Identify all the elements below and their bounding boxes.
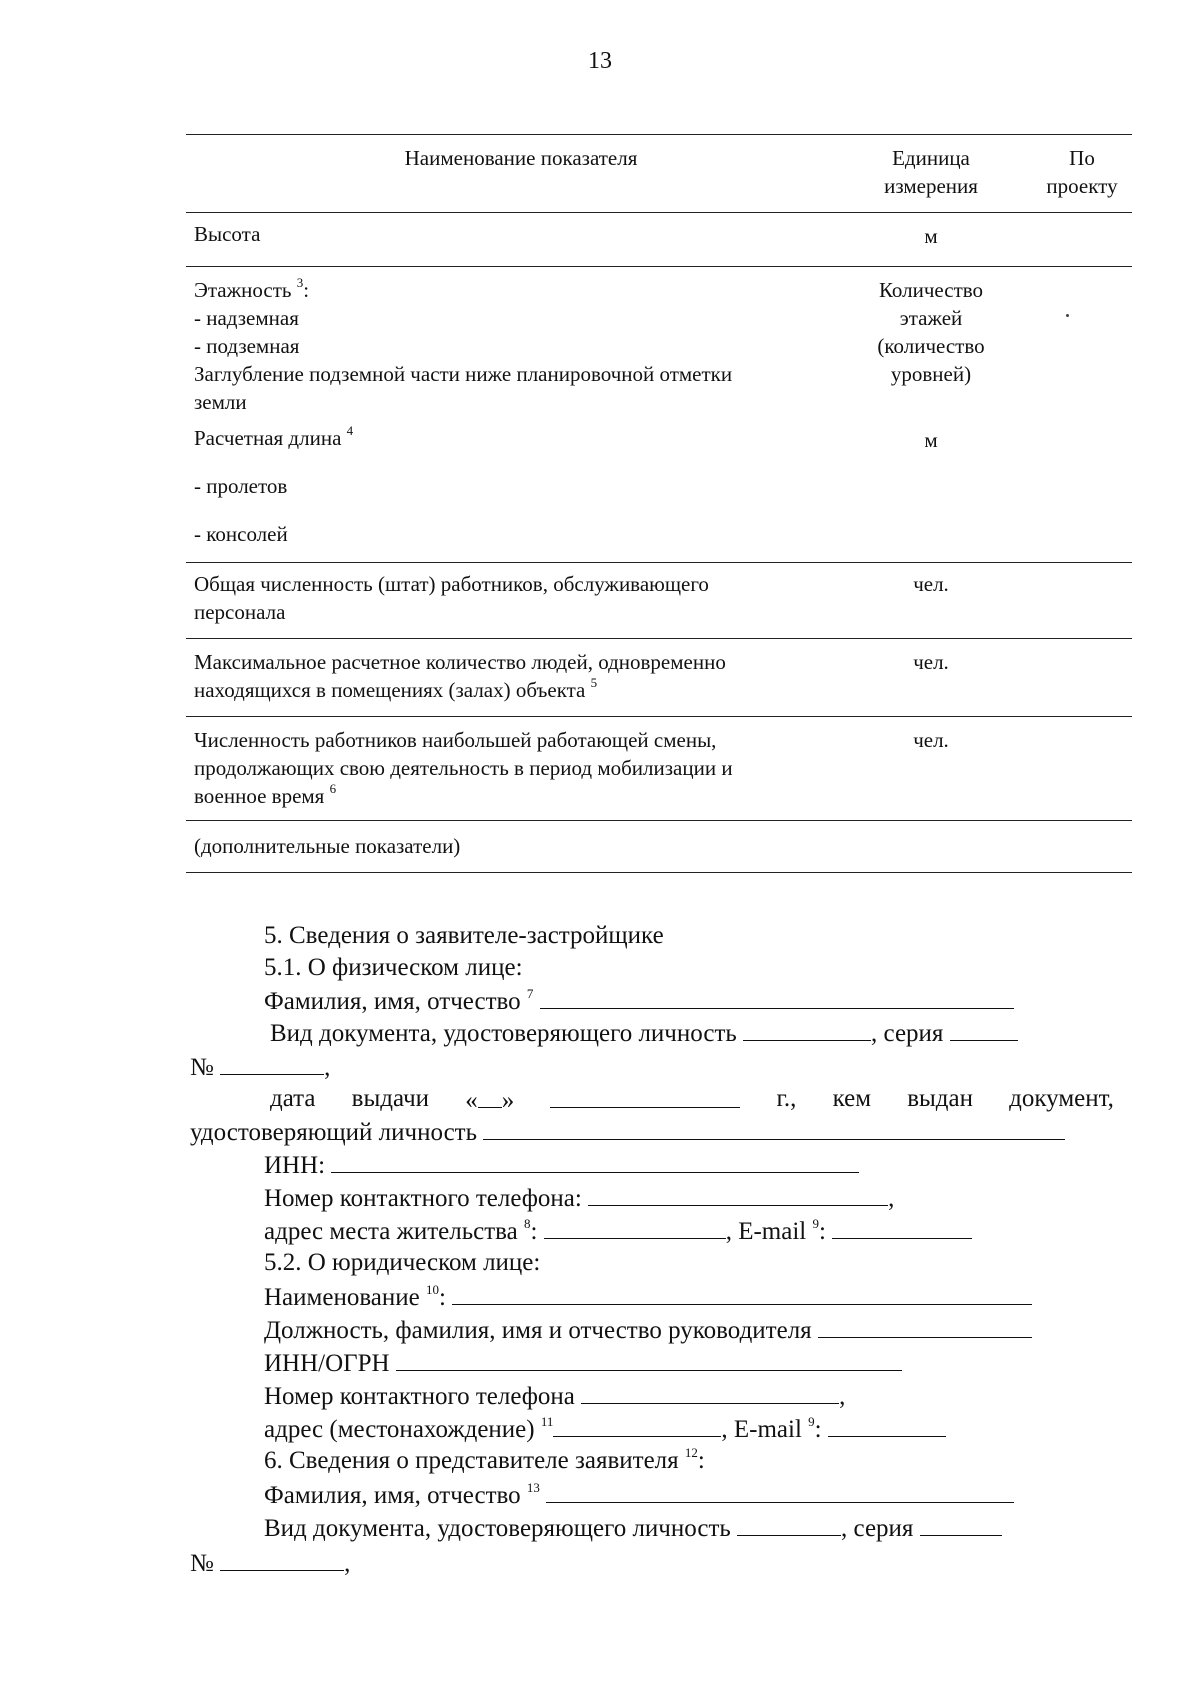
row-rule	[186, 266, 1132, 267]
date-day-field[interactable]	[478, 1083, 502, 1108]
row-rule	[186, 716, 1132, 717]
footnote-ref: 4	[346, 423, 354, 438]
row-additional: (дополнительные показатели)	[194, 834, 461, 858]
doc2-type-field[interactable]	[737, 1511, 841, 1536]
date-month-field[interactable]	[550, 1083, 740, 1108]
row-floors-lines: - надземная - подземная Заглубление подземной части ниже планировочной отметки земли	[194, 306, 733, 414]
doc-line: Вид документа, удостоверяющего личность , серия	[270, 1016, 1018, 1050]
section-6-title: 6. Сведения о представителе заявителя $^{12}$:	[264, 1444, 705, 1474]
row-rule	[186, 820, 1132, 821]
doc-series-field[interactable]	[950, 1016, 1018, 1041]
footnote-ref: 6	[329, 781, 337, 796]
section-5-1-title: 5.1. О физическом лице:	[264, 954, 523, 981]
phone2-field[interactable]	[581, 1379, 839, 1404]
head-line: Должность, фамилия, имя и отчество руководителя	[264, 1313, 1032, 1347]
head-field[interactable]	[818, 1313, 1032, 1338]
header-unit: Единица измерения	[884, 146, 978, 198]
table-top-rule	[186, 134, 1132, 135]
table-bottom-rule	[186, 872, 1132, 873]
fio-field[interactable]	[540, 984, 1014, 1009]
row-length-spans: - пролетов	[194, 474, 288, 498]
issuer-field[interactable]	[483, 1115, 1065, 1140]
location-line: адрес (местонахождение) $^{11}$ , E-mail $^9$:	[264, 1412, 946, 1446]
phone-line: Номер контактного телефона: ,	[264, 1181, 894, 1215]
inn-field[interactable]	[331, 1148, 859, 1173]
row-floors-unit: Количество этажей (количество уровней)	[877, 278, 985, 386]
header-rule	[186, 212, 1132, 213]
row-maxpeople-line2: находящихся в помещениях (залах) объекта $^5$	[194, 675, 598, 702]
location-field[interactable]	[553, 1412, 721, 1437]
header-name: Наименование показателя	[404, 146, 638, 170]
email2-field[interactable]	[828, 1412, 946, 1437]
row-height-name: Высота	[194, 222, 261, 246]
row-floors-title: Этажность $^3$:	[194, 275, 310, 302]
footnote-ref: 3	[296, 275, 304, 290]
phone2-line: Номер контактного телефона ,	[264, 1379, 845, 1413]
row-maxpeople-unit: чел.	[913, 650, 949, 674]
fio-line: Фамилия, имя, отчество $^7$	[264, 984, 1014, 1018]
doc2-number-line: № ,	[190, 1546, 350, 1580]
row-shift-last: военное время $^6$	[194, 781, 337, 808]
footnote-ref: 5	[590, 675, 598, 690]
section-5-title: 5. Сведения о заявителе-застройщике	[264, 922, 664, 949]
row-length-consoles: - консолей	[194, 522, 288, 546]
doc-number-field[interactable]	[220, 1050, 324, 1075]
doc2-series-field[interactable]	[920, 1511, 1002, 1536]
row-staff-name: Общая численность (штат) работников, обслуживающего персонала	[194, 572, 709, 624]
doc2-number-field[interactable]	[220, 1546, 344, 1571]
header-project: По проекту	[1046, 146, 1118, 198]
doc-number-line: № ,	[190, 1050, 330, 1084]
inn-line: ИНН:	[264, 1148, 859, 1182]
date-line: дата выдачи « » г., кем выдан документ,	[270, 1085, 1114, 1114]
section-5-2-title: 5.2. О юридическом лице:	[264, 1249, 541, 1276]
row-maxpeople-line1: Максимальное расчетное количество людей, одновременно	[194, 650, 726, 674]
row-height-unit: м	[924, 224, 938, 248]
issuer-line: удостоверяющий личность	[190, 1115, 1065, 1149]
row-rule	[186, 562, 1132, 563]
stray-dot	[1066, 314, 1069, 317]
address-field[interactable]	[544, 1214, 726, 1239]
address-line: адрес места жительства $^8$: , E-mail $^9$:	[264, 1214, 972, 1248]
doc-type-field[interactable]	[743, 1016, 871, 1041]
inn-ogrn-field[interactable]	[396, 1346, 902, 1371]
fio2-line: Фамилия, имя, отчество $^{13}$	[264, 1478, 1014, 1512]
email-field[interactable]	[832, 1214, 972, 1239]
row-shift-lines: Численность работников наибольшей работающей смены, продолжающих свою деятельность в период мобилизации и	[194, 728, 733, 780]
row-rule	[186, 638, 1132, 639]
org-name-field[interactable]	[452, 1280, 1032, 1305]
row-length-unit: м	[924, 428, 938, 452]
doc2-line: Вид документа, удостоверяющего личность , серия	[264, 1511, 1002, 1545]
fio2-field[interactable]	[546, 1478, 1014, 1503]
org-name-line: Наименование $^{10}$:	[264, 1280, 1032, 1314]
page-number: 13	[588, 48, 612, 74]
phone-field[interactable]	[588, 1181, 888, 1206]
row-length-title: Расчетная длина $^4$	[194, 423, 354, 450]
row-shift-unit: чел.	[913, 728, 949, 752]
row-staff-unit: чел.	[913, 572, 949, 596]
inn-ogrn-line: ИНН/ОГРН	[264, 1346, 902, 1380]
